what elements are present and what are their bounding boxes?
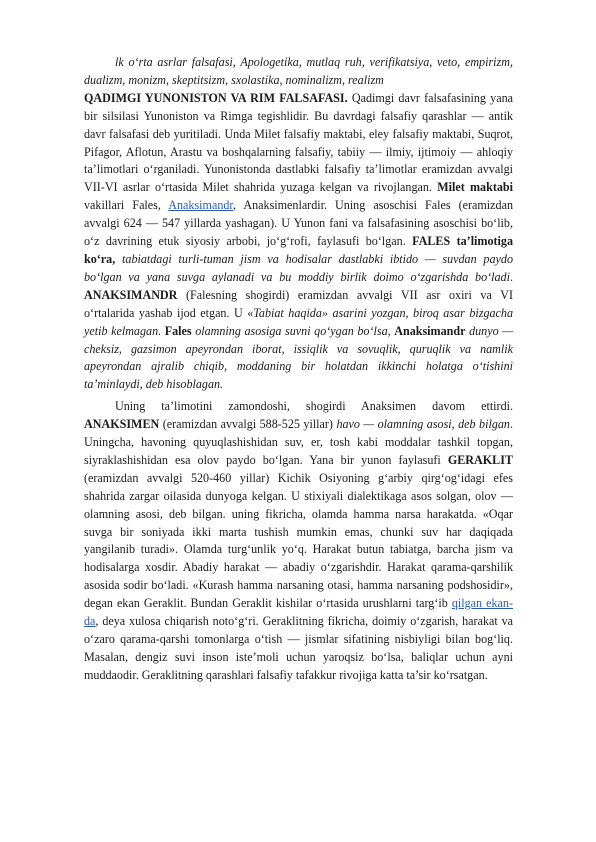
p2-text-4: (eramizdan avvalgi 520-460 yillar) Kichik Osiyoning g‘arbiy qirg‘og‘idagi efes shahrida zargar oilasida dunyoga kelgan. U stixiyali dialektikaga asos solgan, olov — olamning asosi, deb bilgan. uning fikricha, olamda hamma narsa harakatda. «Oqar suvga bir soniyada ikki marta tushish mumkin emas, chunki suv har daqiqada yangilanib turadi». Olamda turg‘unlik yo‘q. Harakat butun tabiatga, barcha jism va hodisalarga xosdir. Abadiy harakat — abadiy o‘zgarishdir. Harakat qarama-qarshilik asosida sodir bo‘ladi. «Kurash hamma narsaning otasi, hamma narsaning podshosidir», degan ekan Geraklit. Bundan Geraklit kishilar o‘rtasida urushlarni targ‘ib: [84, 470, 513, 611]
p1-text-4: .: [509, 269, 513, 284]
fales-term: Fales: [161, 323, 192, 338]
anaksimen-term: ANAKSIMEN: [84, 417, 160, 432]
p1-italic-3: olamning asosiga suvni qo‘ygan bo‘lsa,: [191, 323, 395, 338]
p2-italic-1: havo — olamning asosi, deb bilgan: [336, 417, 510, 432]
p1-text-3: , Anaksimenlardir. Uning asoschisi Fales (eramizdan avvalgi 624 — 547 yillarda yashagan). U Yunon fani va falsafasining asoschisi bo‘lib, o‘z davrining etuk siyosiy arbobi, jo‘g‘rofi, faylasufi bo‘lgan.: [84, 198, 513, 249]
p1-italic-4: dunyo — cheksiz, gazsimon apeyrondan iborat, issiqlik va sovuqlik, quruqlik va namlik apeyrondan ajralib chiqib, moddaning bir holatdan ikkinchi holatga o‘tishini ta’minlaydi, deb hisoblagan.: [84, 323, 513, 392]
qilgan-ekan-da-link[interactable]: qilgan ekan-da: [84, 596, 513, 629]
keywords-text: lk o‘rta asrlar falsafasi, Apologetika, mutlaq ruh, verifikatsiya, veto, empirizm, dualizm, monizm, skeptitsizm, sxolastika, nominalizm, realizm: [84, 55, 513, 87]
anaksimandr-link[interactable]: Anaksimandr: [168, 198, 233, 213]
p1-italic-2: Tabiat haqida» asarini yozgan, biroq asar bizgacha yetib kelmagan.: [84, 305, 513, 338]
geraklit-term: GERAKLIT: [447, 452, 513, 467]
p2-text-3: . Uningcha, havoning quyuqlashishidan suv, er, tosh kabi moddalar tashkil topgan, siyraklashishidan esa olov paydo bo‘lgan. Yana bir yunon faylasufi: [84, 417, 513, 467]
p2-text-2: (eramizdan avvalgi 588-525 yillar): [159, 417, 337, 432]
anaksimandr-term-2: Anaksimandr: [394, 323, 466, 338]
p1-italic-1: tabiatdagi turli-tuman jism va hodisalar dastlabki ibtido — suvdan paydo bo‘lgan va yana suvga aylanadi va bu moddiy birlik doimo o‘zgarishda bo‘ladi: [84, 251, 513, 284]
p1-text-5: (Falesning shogirdi) eramizdan avvalgi VII asr oxiri va VI o‘rtalarida yashab ijod etgan. U «: [84, 287, 513, 320]
paragraph-1: [84, 54, 513, 394]
p1-text-2: vakillari Fales,: [84, 198, 169, 213]
fales-teaching-term: FALES ta’limotiga ko‘ra,: [84, 234, 514, 266]
paragraph-2: [84, 398, 513, 685]
anaksimandr-term: ANAKSIMANDR: [84, 287, 178, 302]
section-heading: QADIMGI YUNONISTON VA RIM FALSAFASI.: [84, 90, 348, 105]
p2-text-5: , deya xulosa chiqarish noto‘g‘ri. Geraklitning fikricha, doimiy o‘zgarish, harakat va o‘zaro qarama-qarshi tomonlarga o‘tish — jismlar sifatining nisbiyligi bilan bog‘liq. Masalan, dengiz suvi inson iste’moli uchun yaroqsiz bo‘lsa, baliqlar uchun ayni muddaodir. Geraklitning qarashlari falsafiy tafakkur rivojiga katta ta’sir ko‘rsatgan.: [84, 614, 513, 682]
p2-text-1: Uning ta’limotini zamondoshi, shogirdi Anaksimen davom ettirdi.: [115, 399, 513, 414]
p1-text-1: Qadimgi davr falsafasining yana bir silsilasi Yunoniston va Rimga tegishlidir. Bu davrdagi falsafiy qarashlar — antik davr falsafasi deb yuritiladi. Unda Milet falsafiy maktabi, eley falsafiy maktabi, Suqrot, Pifagor, Aflotun, Arastu va boshqalarning falsafiy, tabiiy — ilmiy, ijtimoiy — ahloqiy ta’limotlari o‘rganiladi. Yunonistonda dastlabki falsafiy ta’limotlar eramizdan avvalgi VII-VI asrlar o‘rtasida Milet shahrida yuzaga kelgan va rivojlangan.: [84, 90, 513, 195]
milet-school-term: Milet maktabi: [437, 180, 513, 195]
